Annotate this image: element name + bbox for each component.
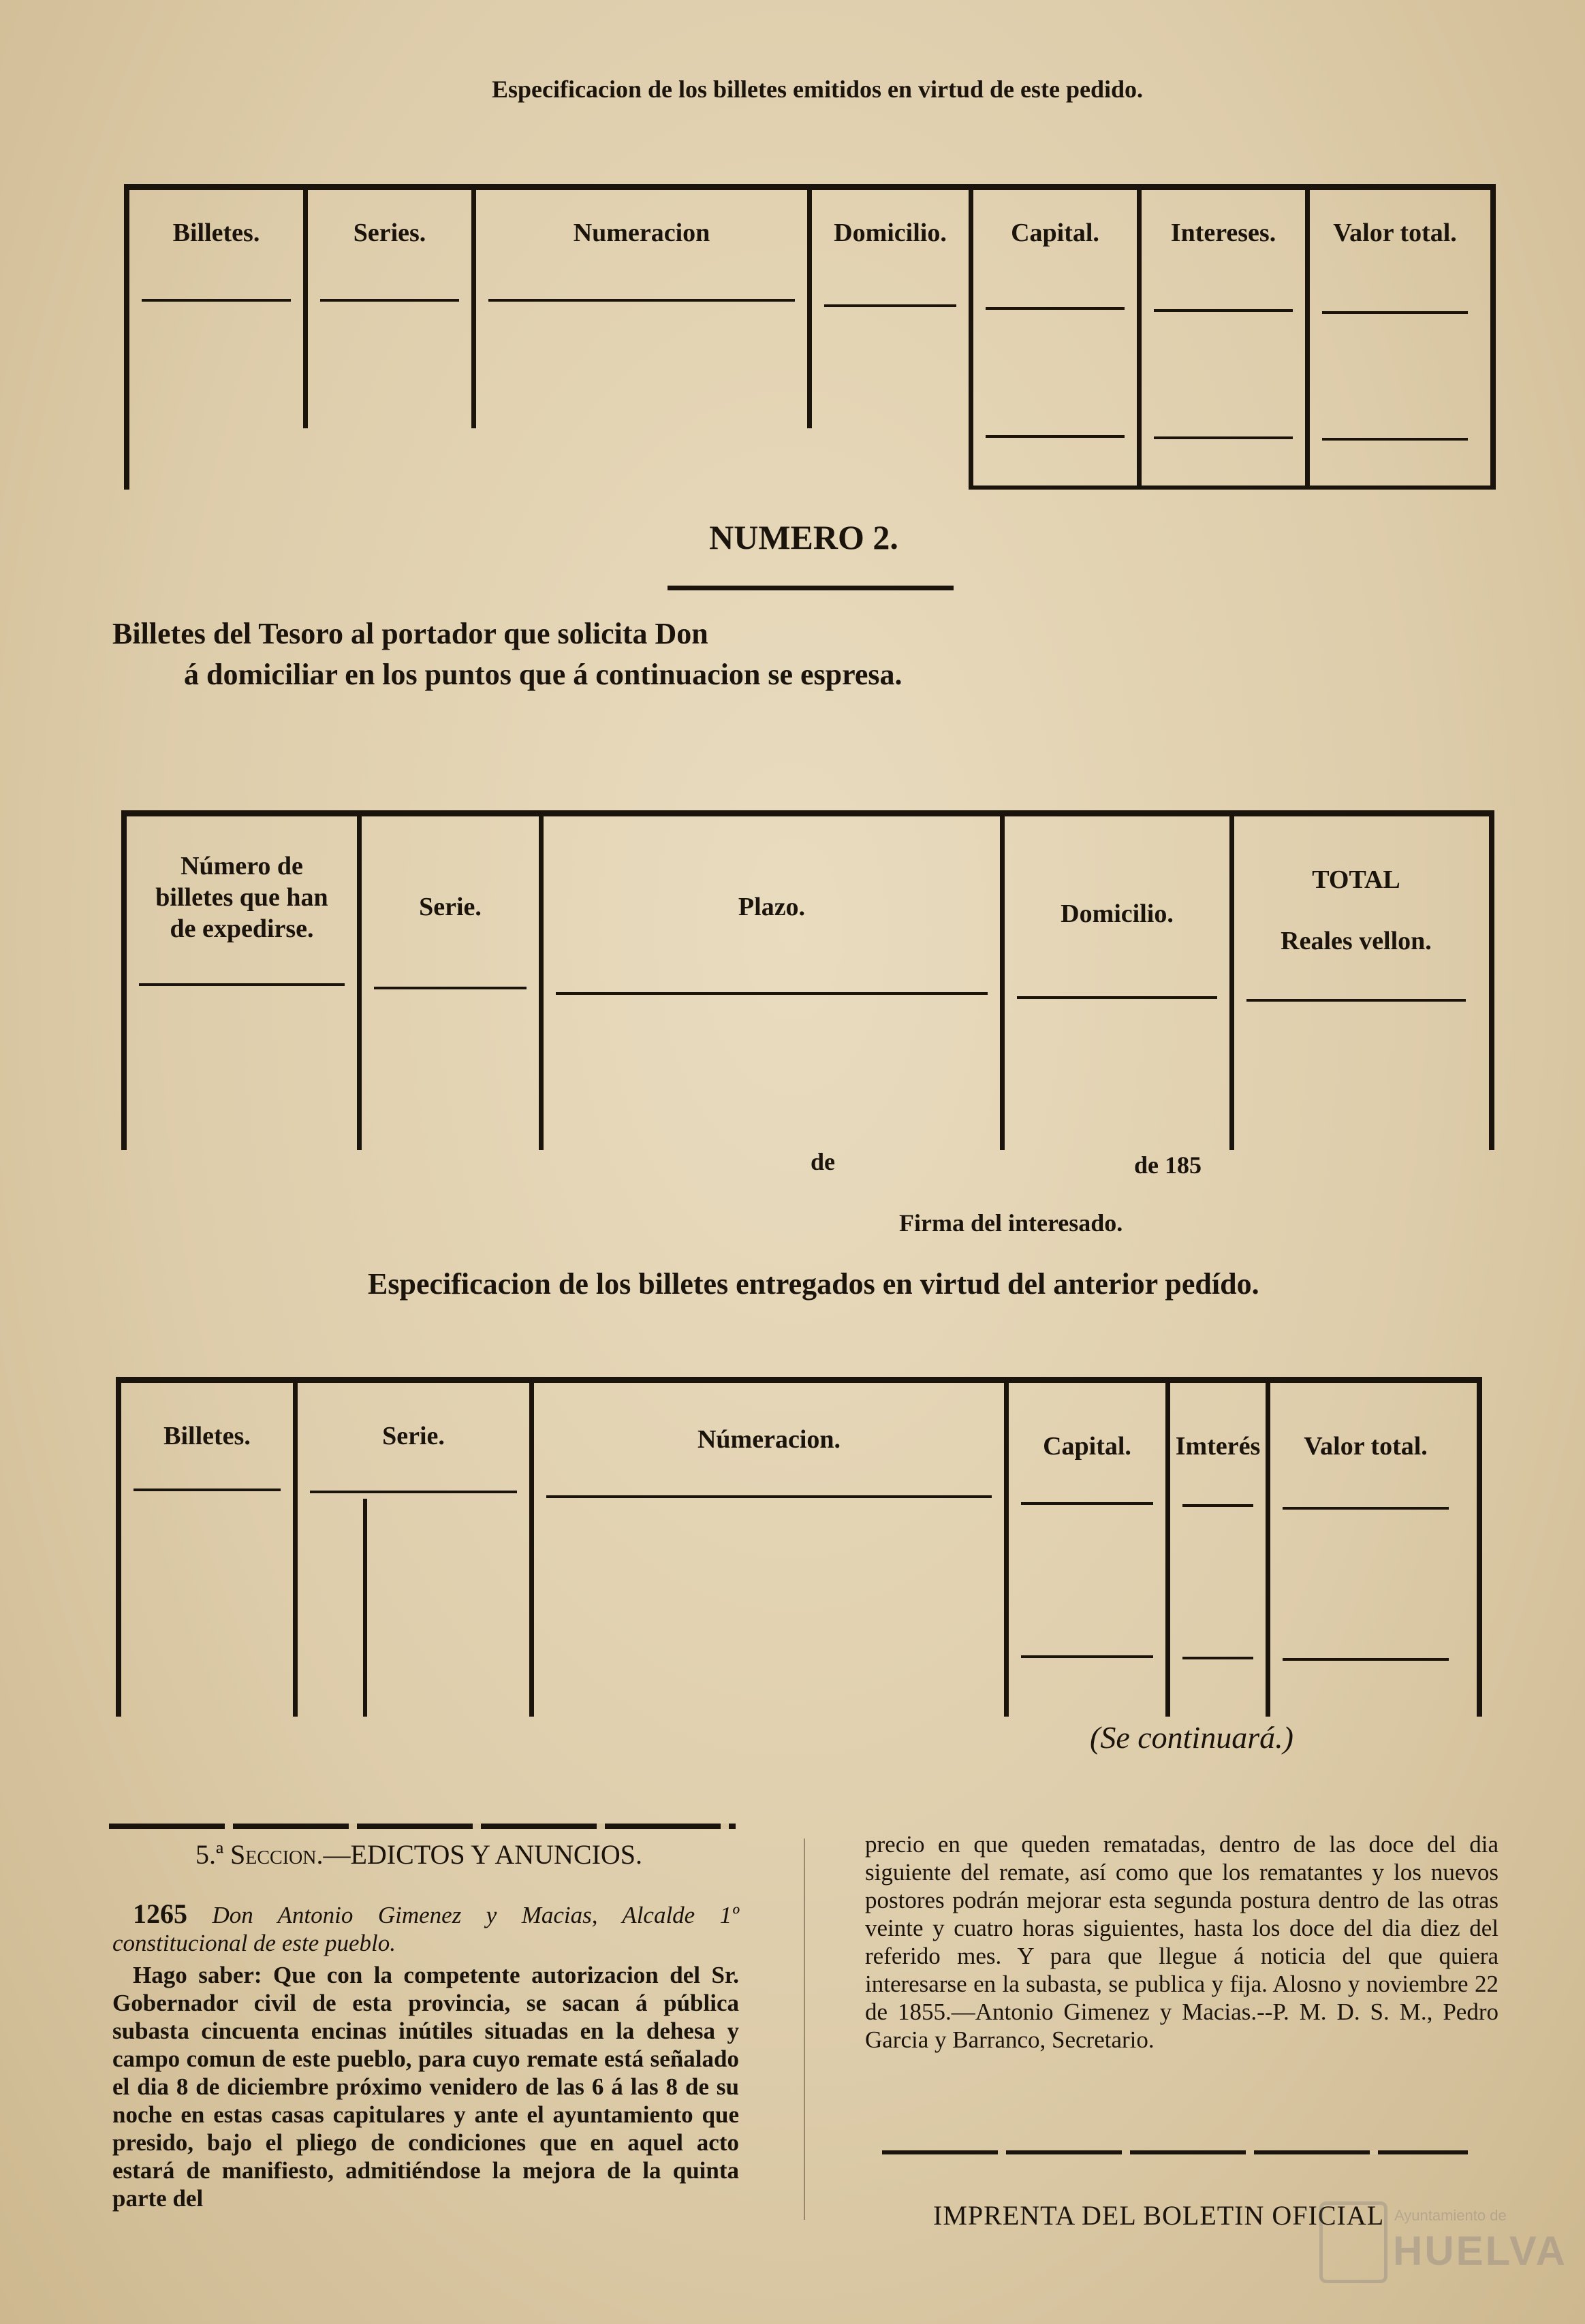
col-numeracion: Numeracion: [476, 190, 812, 428]
edict-number: 1265: [133, 1898, 187, 1929]
edict-left-column: [112, 1900, 739, 2212]
signature-label: Firma del interesado.: [899, 1209, 1123, 1237]
col-intereses: Intereses.: [1142, 190, 1310, 490]
crest-icon: [1319, 2201, 1387, 2283]
delivered-bills-table: [116, 1377, 1482, 1717]
col-serie: Serie.: [362, 816, 544, 1150]
col-capital-3: Capital.: [1009, 1383, 1170, 1717]
footer-divider: [882, 2150, 1468, 2154]
title-underline: [668, 586, 954, 590]
col-serie-3: Serie.: [298, 1383, 534, 1717]
col-numeracion-3: Númeracion.: [534, 1383, 1009, 1717]
col-capital: Capital.: [973, 190, 1142, 490]
printer-imprint: IMPRENTA DEL BOLETIN OFICIAL: [933, 2200, 1385, 2231]
col-total: TOTAL Reales vellon.: [1234, 816, 1478, 1150]
top-heading: Especificacion de los billetes emitidos en virtud de este pedido.: [492, 76, 1143, 103]
date-year: de 185: [1134, 1151, 1202, 1179]
request-table: [121, 810, 1494, 1150]
col-valor-total-3: Valor total.: [1270, 1383, 1461, 1717]
col-billetes: Billetes.: [129, 190, 308, 428]
request-line-1: Billetes del Tesoro al portador que solicita Don: [112, 617, 708, 650]
emitted-bills-table: [124, 184, 1496, 490]
col-valor-total: Valor total.: [1310, 190, 1480, 490]
section-title: 5.ª Seccion.—EDICTOS Y ANUNCIOS.: [195, 1839, 643, 1870]
edict-heading: [112, 1900, 739, 1957]
col-numero-billetes: Número de billetes que han de expedirse.: [127, 816, 362, 1150]
date-de: de: [811, 1148, 835, 1175]
request-line-2: á domiciliar en los puntos que á continuacion se espresa.: [184, 658, 903, 691]
edict-author: Don Antonio Gimenez y Macias, Alcalde 1º constitucional de este pueblo.: [112, 1902, 740, 1956]
col-plazo: Plazo.: [544, 816, 1005, 1150]
col-domicilio: Domicilio.: [812, 190, 973, 490]
watermark-big: HUELVA: [1393, 2228, 1567, 2274]
col-domicilio-2: Domicilio.: [1005, 816, 1234, 1150]
watermark-small: Ayuntamiento de: [1394, 2207, 1507, 2224]
col-interes-3: Imterés: [1170, 1383, 1270, 1717]
column-separator: [804, 1838, 805, 2220]
second-heading: Especificacion de los billetes entregados en virtud del anterior pedído.: [368, 1267, 1259, 1301]
col-series: Series.: [308, 190, 476, 428]
section-divider: [109, 1824, 736, 1829]
to-be-continued: (Se continuará.): [1090, 1720, 1293, 1755]
edict-right-column: precio en que queden rematadas, dentro de las doce del dia siguiente del remate, así como que los rematantes y los nuevos postores podrán mejorar esta segunda postura dentro de las otras veinte y cuatro horas siguientes, hasta los doce del dia diez del referido mes. Y para que llegue á noticia del que quiera interesarse en la subasta, se publica y fija. Alosno y noviembre 22 de 1855.—Antonio Gimenez y Macias.--P. M. D. S. M., Pedro Garcia y Barranco, Secretario.: [865, 1831, 1498, 2053]
archive-watermark: [1319, 2195, 1567, 2283]
edict-body: Hago saber: Que con la competente autorizacion del Sr. Gobernador civil de esta provincia, se sacan á pública subasta cincuenta encinas inútiles situadas en la dehesa y campo comun de este pueblo, para cuyo remate está señalado el dia 8 de diciembre próximo venidero de las 6 á las 8 de su noche en estas casas capitulares y ante el ayuntamiento que presido, bajo el pliego de condiciones que en aquel acto estará de manifiesto, admitiéndose la mejora de la quinta parte del: [112, 1962, 739, 2212]
col-billetes-3: Billetes.: [121, 1383, 298, 1717]
numero-title: NUMERO 2.: [709, 518, 898, 556]
